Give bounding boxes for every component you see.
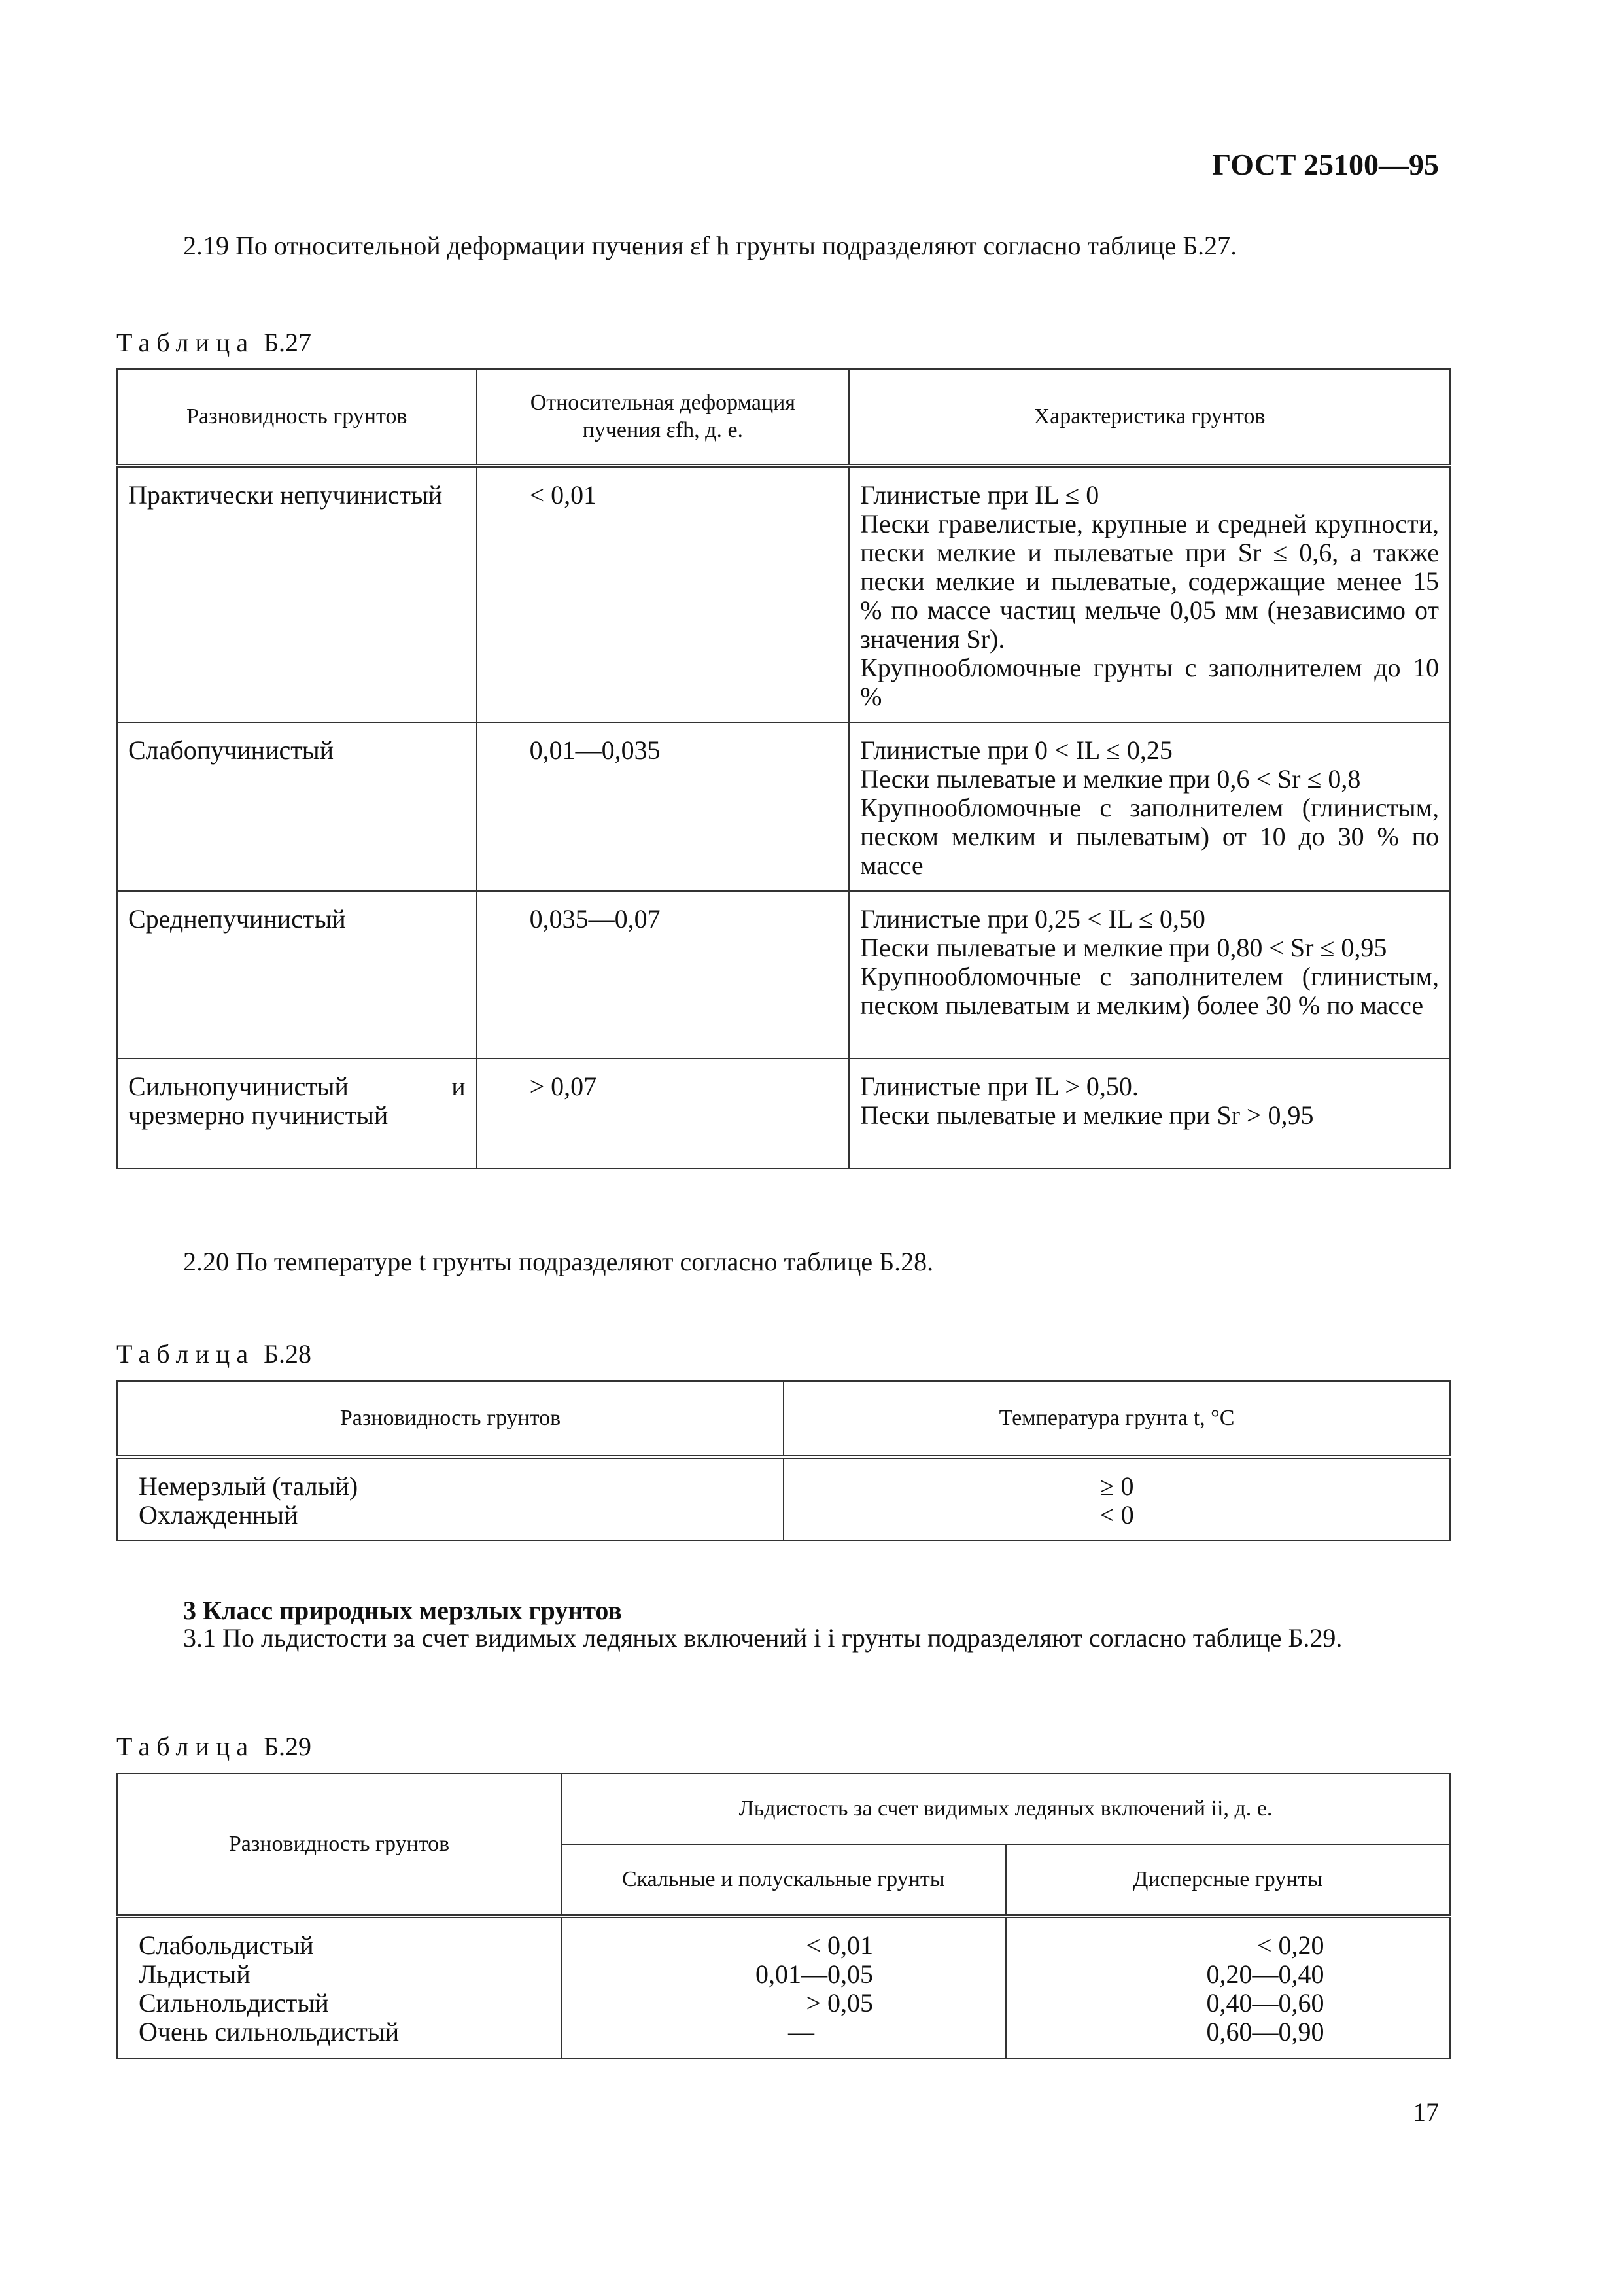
table-cell — [477, 891, 849, 1059]
table-cell — [477, 466, 849, 722]
paragraph-2-20: 2.20 По температуре t грунты подразделяют согласно таблице Б.28. — [183, 1247, 934, 1276]
table-header-cell: Скальные и полускальные грунты — [561, 1844, 1005, 1916]
table-cell — [477, 722, 849, 891]
ice-value: 0,20—0,40 — [1206, 1959, 1324, 1989]
caption-label: Таблица — [116, 1339, 255, 1369]
table-header-cell: Относительная деформация пучения εfh, д. е. — [477, 369, 849, 466]
table-b27-caption — [116, 327, 311, 358]
table-header-cell: Разновидность грунтов — [117, 1774, 561, 1916]
section-3-title: 3 Класс природных мерзлых грунтов — [183, 1596, 623, 1625]
desc-line: Пески пылеватые и мелкие при 0,6 < Sr ≤ 0,8 — [860, 764, 1361, 794]
table-cell — [849, 891, 1450, 1059]
desc-line: Крупнообломочные с заполнителем (глинистым, песком мелким и пылеватым) от 10 до 30 % по массе — [860, 793, 1439, 880]
desc-line: Крупнообломочные с заполнителем (глинистым, песком пылеватым и мелким) более 30 % по массе — [860, 962, 1439, 1020]
caption-number: Б.29 — [264, 1732, 312, 1761]
desc-line: Глинистые при IL > 0,50. — [860, 1072, 1139, 1101]
soil-type: Охлажденный — [139, 1500, 298, 1530]
soil-type: Сильнопучинистый и чрезмерно пучинистый — [128, 1072, 466, 1130]
table-b28-caption — [116, 1339, 311, 1369]
paragraph-2-19: 2.19 По относительной деформации пучения εf h грунты подразделяют согласно таблице Б.27. — [183, 231, 1237, 260]
soil-type: Сильнольдистый — [139, 1988, 329, 2018]
ice-value: 0,01—0,05 — [755, 1959, 874, 1989]
soil-type: Слабольдистый — [139, 1931, 314, 1960]
soil-type: Практически непучинистый — [128, 480, 443, 510]
caption-label: Таблица — [116, 328, 255, 357]
table-cell — [117, 1059, 477, 1168]
soil-type: Очень сильнольдистый — [139, 2017, 400, 2046]
table-cell — [117, 466, 477, 722]
table-header-cell: Характеристика грунтов — [849, 369, 1450, 466]
table-cell — [117, 891, 477, 1059]
desc-line: Крупнообломочные грунты с заполнителем до 10 % — [860, 653, 1439, 711]
table-cell — [784, 1457, 1450, 1541]
table-b29-caption — [116, 1731, 311, 1762]
table-cell — [1006, 1916, 1451, 2059]
value: 0,035—0,07 — [529, 904, 661, 934]
ice-value: 0,40—0,60 — [1206, 1988, 1324, 2018]
table-header-cell: Разновидность грунтов — [117, 369, 477, 466]
value: < 0,01 — [529, 480, 597, 510]
ice-value: > 0,05 — [806, 1988, 874, 2018]
table-cell — [117, 722, 477, 891]
desc-line: Глинистые при 0,25 < IL ≤ 0,50 — [860, 904, 1205, 934]
temperature-value: ≥ 0 — [1099, 1471, 1134, 1501]
ice-value: < 0,01 — [806, 1931, 874, 1960]
ice-value: < 0,20 — [1256, 1931, 1324, 1960]
desc-line: Пески гравелистые, крупные и средней крупности, пески мелкие и пылеватые при Sr ≤ 0,6, а также пески мелкие и пылеватые, содержащие менее 15 % по массе частиц мельче 0,05 мм (независимо от значения Sr). — [860, 509, 1439, 654]
soil-type: Слабопучинистый — [128, 735, 334, 765]
desc-line: Пески пылеватые и мелкие при Sr > 0,95 — [860, 1100, 1314, 1130]
table-cell — [117, 1916, 561, 2059]
table-cell — [849, 1059, 1450, 1168]
caption-label: Таблица — [116, 1732, 255, 1761]
value: > 0,07 — [529, 1072, 597, 1101]
page-number: 17 — [1413, 2097, 1439, 2127]
table-header-cell: Температура грунта t, °C — [784, 1381, 1450, 1457]
desc-line: Глинистые при 0 < IL ≤ 0,25 — [860, 735, 1173, 765]
soil-type: Среднепучинистый — [128, 904, 346, 934]
table-b29 — [116, 1773, 1451, 2059]
table-cell — [477, 1059, 849, 1168]
table-b27 — [116, 368, 1451, 1169]
soil-type: Немерзлый (талый) — [139, 1471, 358, 1501]
table-header-cell: Разновидность грунтов — [117, 1381, 784, 1457]
table-cell — [849, 722, 1450, 891]
soil-type: Льдистый — [139, 1959, 251, 1989]
table-b28 — [116, 1380, 1451, 1541]
table-cell — [849, 466, 1450, 722]
desc-line: Глинистые при IL ≤ 0 — [860, 480, 1099, 510]
table-cell — [117, 1457, 784, 1541]
table-header-cell: Дисперсные грунты — [1006, 1844, 1451, 1916]
desc-line: Пески пылеватые и мелкие при 0,80 < Sr ≤ 0,95 — [860, 933, 1387, 962]
table-header-cell: Льдистость за счет видимых ледяных включений ii, д. е. — [561, 1774, 1450, 1844]
temperature-value: < 0 — [1099, 1500, 1134, 1530]
caption-number: Б.28 — [264, 1339, 312, 1369]
ice-value: — — [788, 2017, 815, 2046]
table-cell — [561, 1916, 1005, 2059]
value: 0,01—0,035 — [529, 735, 661, 765]
ice-value: 0,60—0,90 — [1206, 2017, 1324, 2046]
document-code: ГОСТ 25100—95 — [1212, 148, 1439, 181]
caption-number: Б.27 — [264, 328, 312, 357]
paragraph-3-1: 3.1 По льдистости за счет видимых ледяных включений i i грунты подразделяют согласно таблице Б.29. — [183, 1623, 1343, 1653]
